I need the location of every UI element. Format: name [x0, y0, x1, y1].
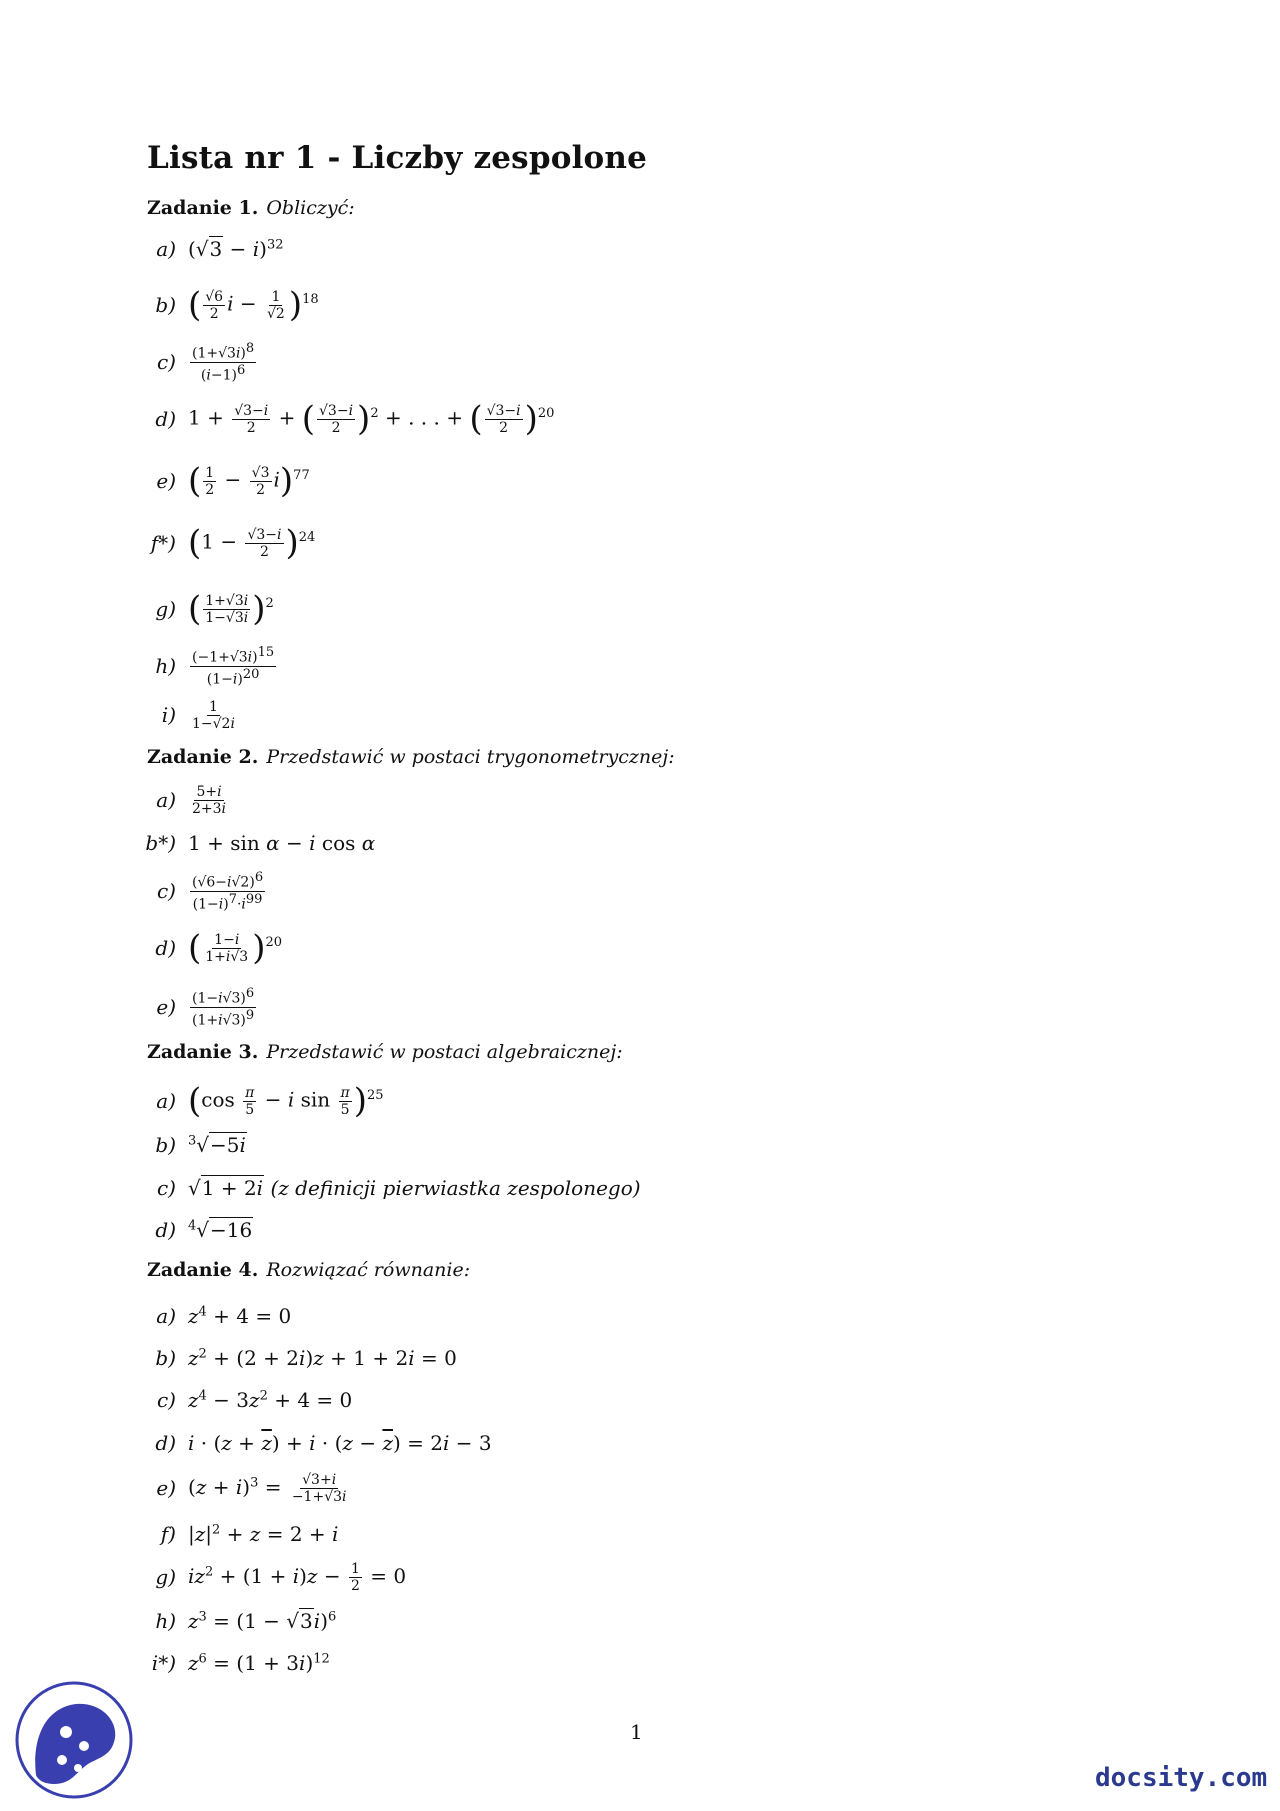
expression: 1 + $\frac{√3-i}{2}$ + ( $\frac{√3-i}{2}$ )$^2$ + . . . + ( $\frac{√3-i}{2}$ )$^{20}$: [188, 399, 555, 439]
item-label: a): [156, 1304, 176, 1328]
expression: $i \cdot (z + \overline{z}) + i \cdot (z - \overline{z}) = 2i - 3$: [188, 1431, 492, 1455]
zadanie-2-heading: [147, 746, 675, 768]
z4-item-e: [0, 1468, 351, 1508]
item-label: c): [156, 1176, 176, 1200]
item-label: e): [156, 469, 176, 493]
expression: $^4$√−16: [188, 1218, 253, 1242]
expression: $z^4 - 3z^2 + 4 = 0$: [188, 1388, 353, 1412]
z1-item-f: [0, 523, 315, 563]
item-label: i*): [151, 1651, 176, 1675]
item-label: d): [155, 1218, 176, 1242]
item-label: i): [161, 703, 176, 727]
expression: ( $\frac{1-i}{1+i√3}$ )$^{20}$: [188, 928, 283, 968]
item-label: a): [156, 237, 176, 261]
zadanie-1-instruction: Obliczyć:: [266, 197, 355, 219]
expression: $z^6 = (1 + 3i)^{12}$: [188, 1651, 330, 1675]
expression: $\frac{(√6-i√2)^6}{(1-i)^7\cdot i^{99}}$: [192, 869, 264, 913]
item-label: b): [155, 1133, 176, 1157]
z4-item-d: [0, 1423, 492, 1463]
expression: $\frac{(-1+√3i)^{15}}{(1-i)^{20}}$: [192, 644, 275, 688]
expression: $iz^2 + (1 + i)z$ − $\frac{1}{2}$ = 0: [188, 1560, 407, 1594]
item-label: c): [156, 350, 176, 374]
z2-item-c: [0, 871, 267, 911]
item-label: a): [156, 1089, 176, 1113]
zadanie-3-heading: [147, 1041, 623, 1063]
page-number: 1: [630, 1720, 643, 1744]
expression: (1 − $\frac{√3-i}{2}$ )$^{24}$: [188, 523, 316, 563]
item-label: b): [155, 1346, 176, 1370]
z1-item-h: [0, 646, 278, 686]
z1-item-c: [0, 342, 258, 382]
zadanie-1-label: Zadanie 1.: [147, 197, 259, 219]
expression: $\frac{(1-i√3)^6}{(1+i√3)^9}$: [192, 985, 255, 1029]
z1-item-b: [0, 285, 319, 325]
expression: $(√3 - i)^{32}$: [188, 237, 284, 261]
z2-item-a: [0, 780, 230, 820]
z1-item-d: [0, 399, 554, 439]
z2-item-d: [0, 928, 282, 968]
z4-item-c: [0, 1380, 352, 1420]
expression: $z^2 + (2 + 2i)z + 1 + 2i = 0$: [188, 1346, 457, 1370]
z4-item-g: [0, 1557, 406, 1597]
item-label: d): [155, 407, 176, 431]
item-label: h): [155, 654, 176, 678]
expression: 1 + sin α − i cos α: [188, 831, 376, 855]
item-label: c): [156, 879, 176, 903]
expression: $|z|^2 + z = 2 + i$: [188, 1522, 339, 1546]
item-label: e): [156, 995, 176, 1019]
expression: √1 + 2i (z definicji pierwiastka zespolonego): [188, 1176, 641, 1200]
z1-item-e: [0, 461, 310, 501]
item-label: f): [160, 1522, 176, 1546]
z2-item-b: [0, 823, 375, 863]
expression: $\frac{1}{1-√2i}$: [192, 698, 235, 732]
z2-item-e: [0, 987, 258, 1027]
item-label: h): [155, 1609, 176, 1633]
expression: $^3$√−5i: [188, 1133, 246, 1157]
item-label: a): [156, 788, 176, 812]
expression: $\frac{5+i}{2+3i}$: [192, 783, 227, 817]
expression: ( $\frac{1}{2}$ − $\frac{√3}{2}$ i)$^{77}$: [188, 461, 310, 501]
expression: $z^3 = (1 - √3i)^6$: [188, 1609, 337, 1633]
expression: ( $\frac{√6}{2}$ i − $\frac{1}{√2}$ )$^{18}$: [188, 285, 319, 325]
z3-item-a: [0, 1081, 384, 1121]
z3-item-c: [0, 1168, 641, 1208]
item-label: d): [155, 936, 176, 960]
zadanie-3-label: Zadanie 3.: [147, 1041, 259, 1063]
z4-item-f: [0, 1514, 338, 1554]
zadanie-4-label: Zadanie 4.: [147, 1259, 259, 1281]
zadanie-3-instruction: Przedstawić w postaci algebraicznej:: [266, 1041, 623, 1063]
z4-item-h: [0, 1601, 336, 1641]
z4-item-b: [0, 1338, 457, 1378]
z4-item-i: [0, 1643, 330, 1683]
zadanie-4-heading: [147, 1259, 470, 1281]
z1-item-g: [0, 589, 274, 629]
zadanie-2-instruction: Przedstawić w postaci trygonometrycznej:: [266, 746, 675, 768]
z4-item-a: [0, 1296, 291, 1336]
item-label: g): [155, 1565, 176, 1589]
docsity-brand[interactable]: docsity.com: [1095, 1763, 1268, 1793]
z3-item-d: [0, 1210, 253, 1250]
docsity-logo-icon: [14, 1680, 134, 1800]
expression: (cos $\frac{\pi}{5}$ − i sin $\frac{\pi}{5}$ )$^{25}$: [188, 1081, 384, 1121]
item-label: e): [156, 1476, 176, 1500]
expression: ( $\frac{1+√3i}{1-√3i}$ )$^2$: [188, 589, 274, 629]
item-label: b): [155, 293, 176, 317]
expression: $z^4 + 4 = 0$: [188, 1304, 292, 1328]
item-label: g): [155, 597, 176, 621]
z3-item-b: [0, 1125, 247, 1165]
item-label: b*): [145, 831, 176, 855]
zadanie-1-heading: [147, 197, 355, 219]
expression: $\frac{(1+√3i)^8}{(i-1)^6}$: [192, 340, 255, 384]
zadanie-2-label: Zadanie 2.: [147, 746, 259, 768]
item-label: f*): [150, 531, 176, 555]
page-title: Lista nr 1 - Liczby zespolone: [147, 140, 648, 176]
zadanie-4-instruction: Rozwiązać równanie:: [266, 1259, 471, 1281]
item-label: d): [155, 1431, 176, 1455]
item-label: c): [156, 1388, 176, 1412]
expression: $(z + i)^3$ = $\frac{√3+i}{-1+√3i}$: [188, 1471, 347, 1505]
z1-item-a: [0, 229, 284, 269]
z1-item-i: [0, 695, 239, 735]
z3c-note: (z definicji pierwiastka zespolonego): [270, 1176, 641, 1200]
